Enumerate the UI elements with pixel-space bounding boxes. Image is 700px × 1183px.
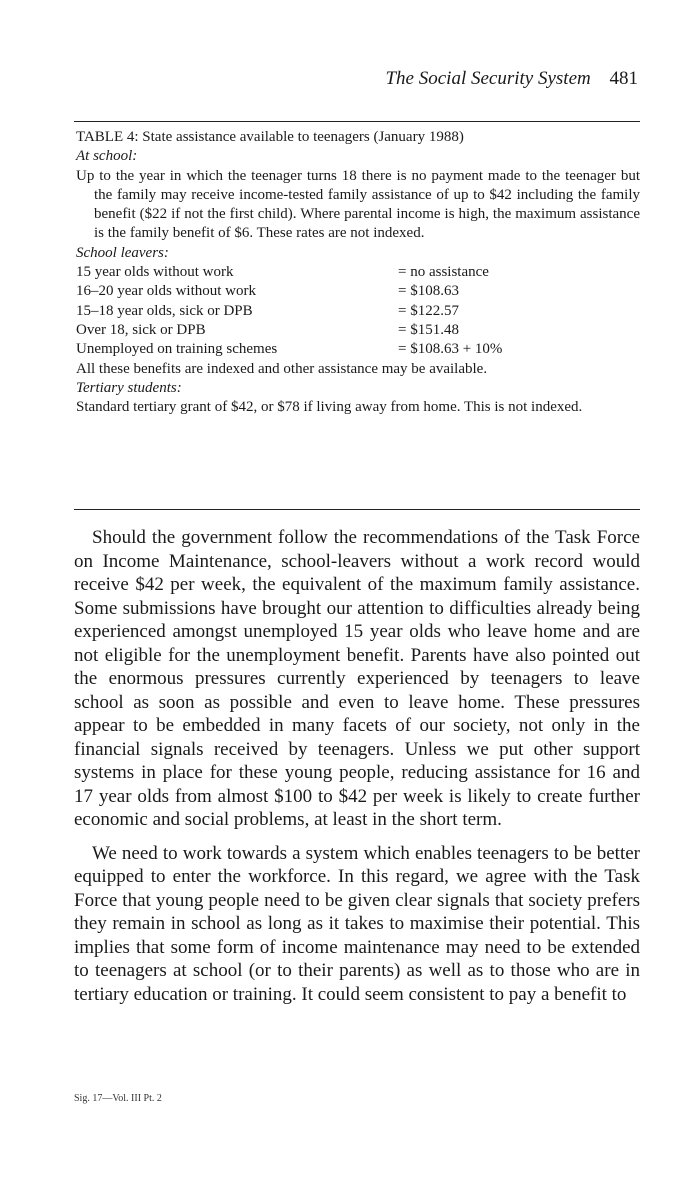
rate-row — [76, 321, 640, 340]
body-paragraph: We need to work towards a system which enables teenagers to be better equipped to enter the workforce. In this regard, we agree with the Task Force that young people need to be given clear signals that society prefers they remain in school as long as it takes to maximise their potential. This implies that some form of income maintenance may need to be extended to teenagers at school (or to their parents) as well as to those who are in tertiary education or training. It could seem consistent to pay a benefit to — [74, 842, 640, 1005]
signature-mark: Sig. 17—Vol. III Pt. 2 — [74, 1093, 162, 1104]
at-school-heading: At school: — [76, 148, 138, 165]
table-top-rule — [74, 121, 640, 122]
rate-label: Unemployed on training schemes — [76, 341, 278, 358]
rate-value: = $108.63 — [398, 283, 459, 300]
tertiary-heading: Tertiary students: — [76, 379, 182, 396]
rate-row — [76, 282, 640, 301]
rate-row — [76, 340, 640, 359]
rate-label: 16–20 year olds without work — [76, 283, 256, 300]
rate-value: = no assistance — [398, 264, 489, 281]
school-leavers-note: All these benefits are indexed and other assistance may be available. — [76, 360, 488, 377]
at-school-text: Up to the year in which the teenager turns 18 there is no payment made to the teenager but the family may receive income-tested family assistance of up to $42 including the family benefit ($22 if not the first child). Where parental income is high, the maximum assistance is the family benefit of $6. These rates are not indexed. — [76, 167, 640, 242]
rate-label: 15 year olds without work — [76, 264, 234, 281]
table-bottom-rule — [74, 509, 640, 510]
rate-row — [76, 263, 640, 282]
page-number: 481 — [609, 68, 638, 89]
rate-value: = $151.48 — [398, 321, 459, 338]
rate-label: Over 18, sick or DPB — [76, 321, 206, 338]
rate-label: 15–18 year olds, sick or DPB — [76, 302, 253, 319]
running-header — [385, 68, 638, 90]
school-leavers-heading: School leavers: — [76, 244, 169, 261]
rate-value: = $108.63 + 10% — [398, 341, 503, 358]
tertiary-text: Standard tertiary grant of $42, or $78 if living away from home. This is not indexed. — [76, 399, 583, 416]
running-title: The Social Security System — [385, 68, 591, 89]
body-paragraph: Should the government follow the recommendations of the Task Force on Income Maintenance, school-leavers without a work record would receive $42 per week, the equivalent of the maximum family assistance. Some submissions have brought our attention to difficulties already being experienced amongst unemployed 15 year olds who leave home and are not eligible for the unemployment benefit. Parents have also pointed out the enormous pressures currently experienced by teenagers to leave school as soon as possible and even to leave home. These pressures appear to be embedded in many facets of our society, not only in the financial signals received by teenagers. Unless we put other support systems in place for these young people, reducing assistance for 16 and 17 year olds from almost $100 to $42 per week is likely to create further economic and social problems, at least in the short term. — [74, 527, 640, 830]
rate-value: = $122.57 — [398, 302, 459, 319]
rate-row — [76, 302, 640, 321]
table-caption: TABLE 4: State assistance available to teenagers (January 1988) — [76, 129, 464, 145]
body-text — [74, 526, 640, 1006]
assistance-table — [76, 128, 640, 417]
